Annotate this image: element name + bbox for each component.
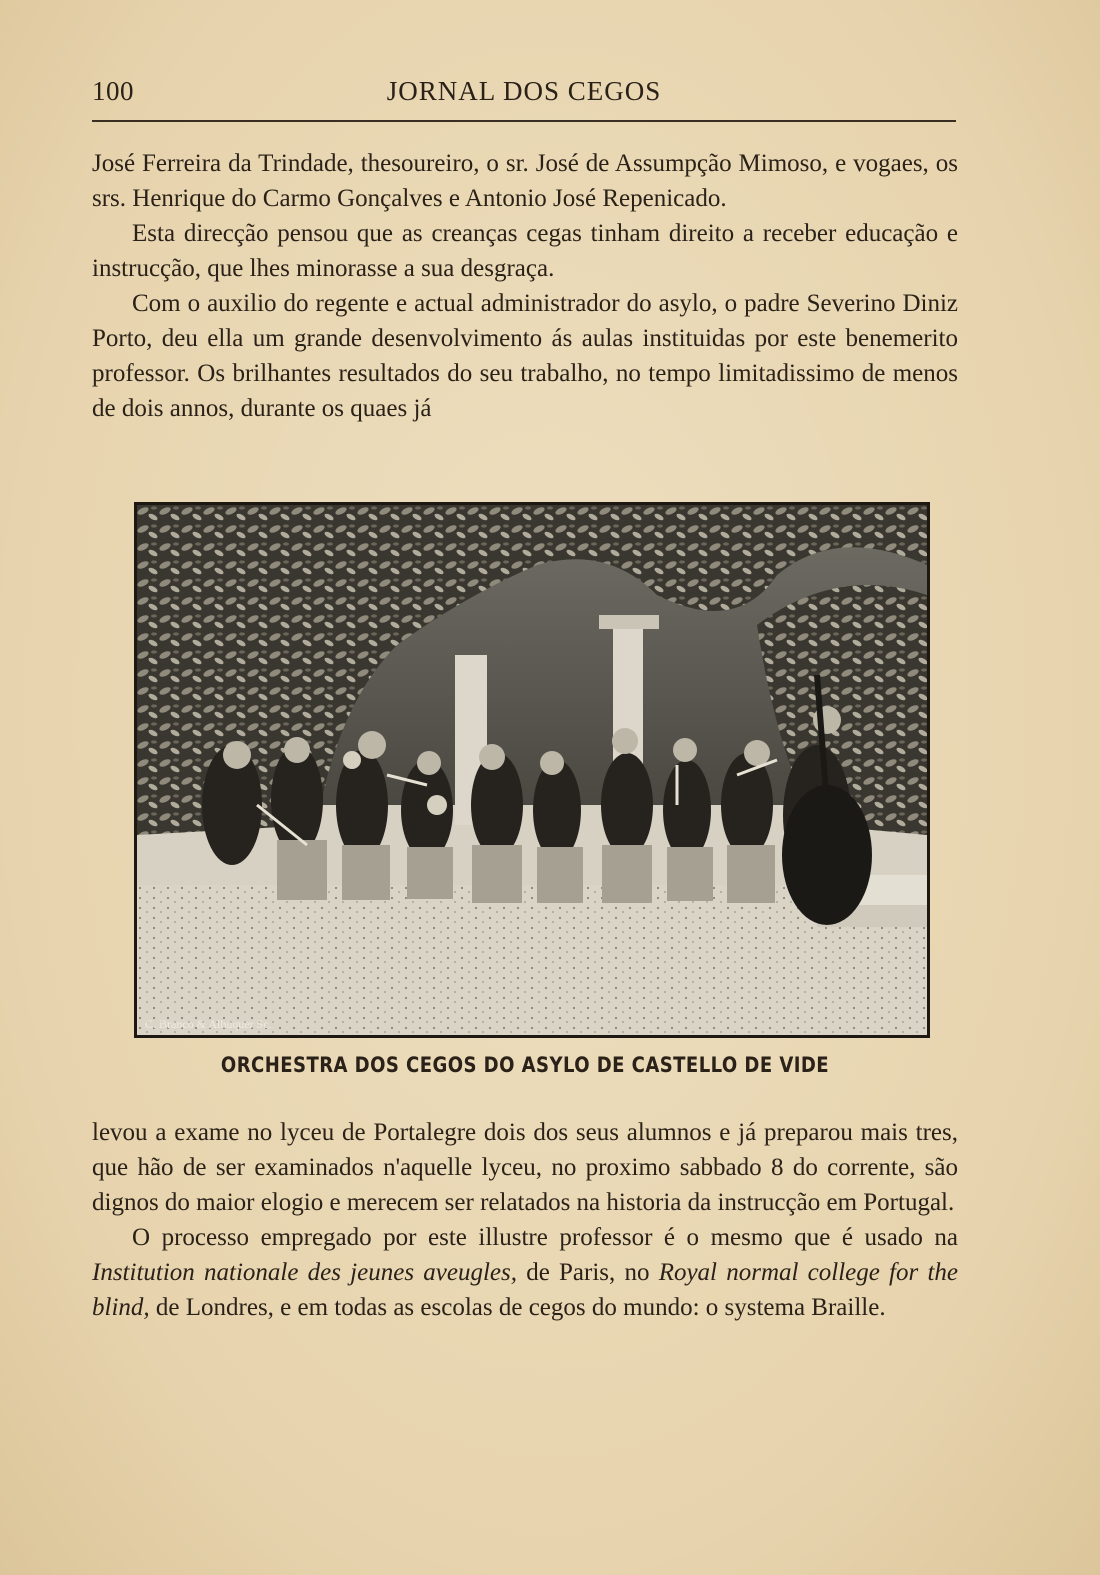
paragraph-education: Esta direcção pensou que as creanças cegas tinham direito a receber educação e instrucção, que lhes minorasse a sua desgraça. xyxy=(92,220,958,282)
orchestra-photo-image xyxy=(137,505,927,1035)
page-header xyxy=(92,72,956,112)
orchestra-photograph xyxy=(134,502,930,1038)
braille-text-b: de Paris, no xyxy=(516,1259,659,1286)
paris-institution-name: Institution nationale des jeunes aveugles, xyxy=(92,1259,517,1286)
braille-text-c: de Londres, e em todas as escolas de cegos do mundo: o systema Braille. xyxy=(149,1294,886,1321)
header-rule xyxy=(92,120,956,122)
article-text-top xyxy=(92,146,958,426)
article-text-bottom xyxy=(92,1115,958,1325)
braille-text-a: O processo empregado por este illustre professor é o mesmo que é usado na xyxy=(132,1224,958,1251)
paragraph-exams: levou a exame no lyceu de Portalegre dois dos seus alumnos e já preparou mais tres, que hão de ser examinados n'aquelle lyceu, no proximo sabbado 8 do corrente, são dignos do maior elogio e merecem ser relatados na historia da instrucção em Portugal. xyxy=(92,1119,958,1216)
paragraph-results: Com o auxilio do regente e actual administrador do asylo, o padre Severino Diniz Porto, deu ella um grande desenvolvimento ás aulas instituidas por este benemerito professor. Os brilhantes resultados do seu trabalho, no tempo limitadissimo de menos de dois annos, durante os quaes já xyxy=(92,290,958,422)
paragraph-directorate: José Ferreira da Trindade, thesoureiro, o sr. José de Assumpção Mimoso, e vogaes, os srs. Henrique do Carmo Gonçalves e Antonio José Repenicado. xyxy=(92,150,958,212)
engraver-credit: C. Branco & Albuquer Sc. xyxy=(145,1017,272,1031)
paragraph-braille xyxy=(92,1220,958,1325)
page-number: 100 xyxy=(92,76,134,106)
photo-caption: ORCHESTRA DOS CEGOS DO ASYLO DE CASTELLO DE VIDE xyxy=(220,1053,830,1077)
london-college-name: Royal normal college for the blind, xyxy=(92,1259,958,1321)
journal-title: JORNAL DOS CEGOS xyxy=(386,76,662,106)
